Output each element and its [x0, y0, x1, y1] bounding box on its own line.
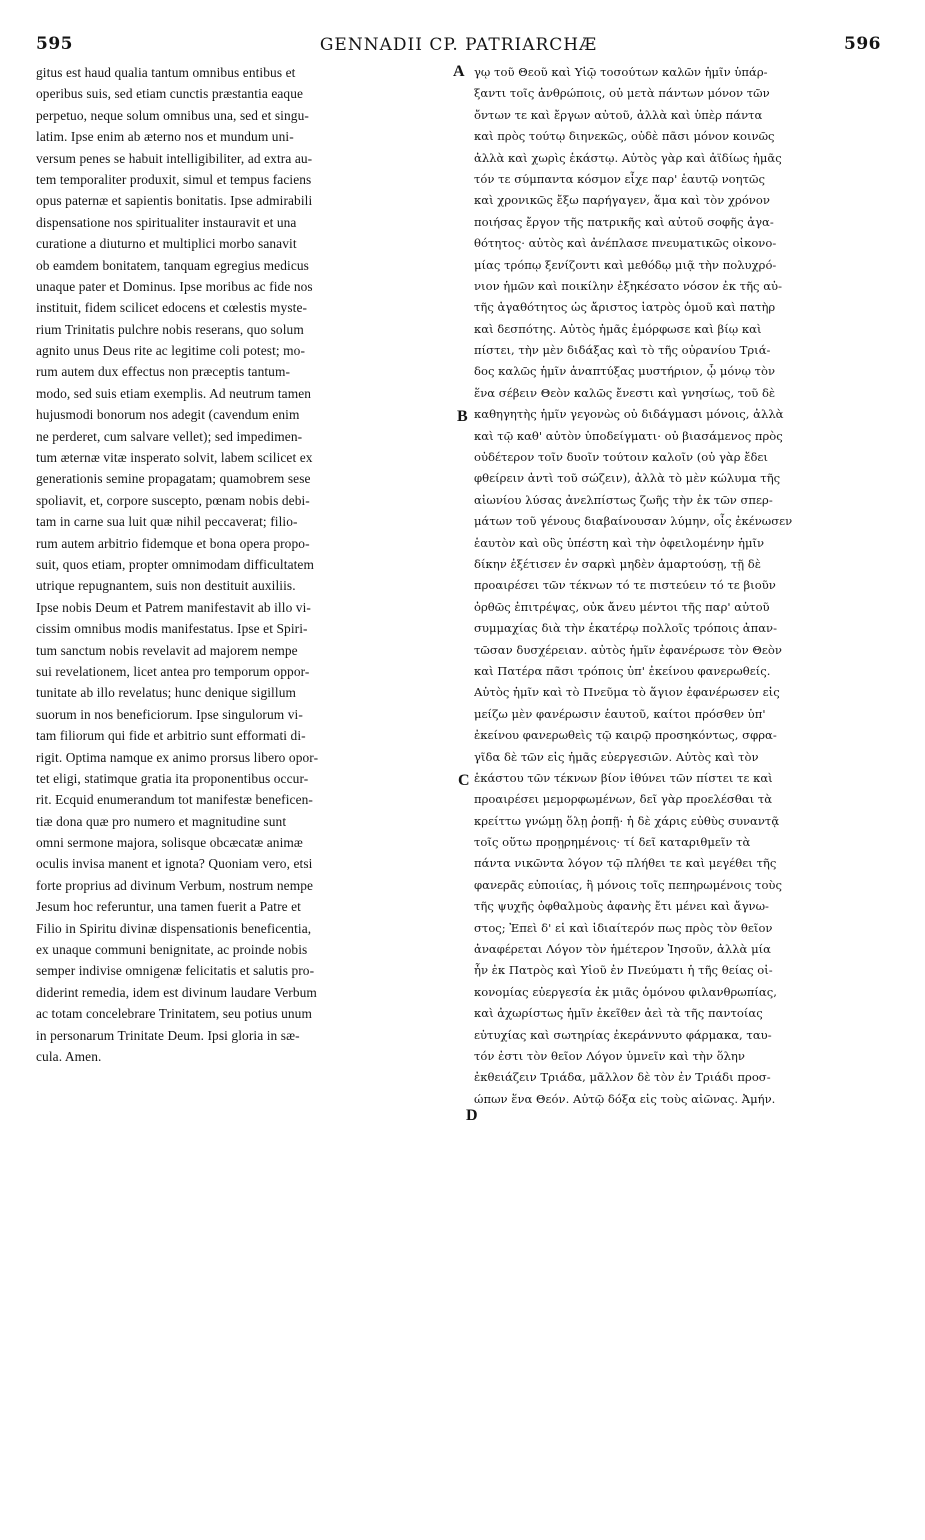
greek-text-line: καὶ ἀχωρίστως ἡμῖν ἐκεῖθεν ἀεὶ τὰ τῆς παντοίας: [474, 1006, 763, 1021]
greek-text-line: καὶ τῷ καθ' αὐτὸν ὑποδείγματι· οὐ βιασάμενος πρὸς: [474, 428, 783, 443]
greek-text-line: οὐδέτερον τοῖν δυοῖν τούτοιν καλοῖν (οὐ γὰρ ἔδει: [474, 450, 768, 465]
running-header: [36, 34, 881, 64]
latin-text-line: tam filiorum qui fide et arbitrio sunt efformati di-: [36, 728, 306, 744]
latin-text-line: spoliavit, et, corpore suscepto, pœnam nobis debi-: [36, 492, 310, 508]
latin-text-line: rum autem arbitrio fidemque et bona opera propo-: [36, 535, 310, 551]
latin-text-line: perpetuo, neque solum omnibus una, sed et singu-: [36, 107, 309, 123]
greek-text-line: ἀναφέρεται Λόγον τὸν ἡμέτερον Ἰησοῦν, ἀλλὰ μία: [474, 942, 771, 957]
latin-text-line: tum sanctum nobis revelavit ad majorem nempe: [36, 642, 298, 658]
greek-text-line: δίκην ἐξέτισεν ἐν σαρκὶ μηδὲν ἁμαρτούσῃ, τῇ δὲ: [474, 556, 762, 571]
latin-text-line: rigit. Optima namque ex animo prorsus libero opor-: [36, 749, 319, 765]
latin-text-line: tum æternæ vitæ insperato solvit, labem scilicet ex: [36, 450, 313, 466]
latin-text-line: hujusmodi bonorum nos adegit (cavendum enim: [36, 407, 300, 423]
latin-text-line: operibus suis, sed etiam cunctis præstantia eaque: [36, 86, 304, 102]
greek-text-line: Αὐτὸς ἡμῖν καὶ τὸ Πνεῦμα τὸ ἅγιον ἐφανέρωσεν εἰς: [474, 685, 780, 700]
greek-text-line: καθηγητὴς ἡμῖν γεγονὼς οὐ διδάγμασι μόνοις, ἀλλὰ: [474, 407, 784, 422]
greek-text-line: φανερᾶς εὐποιίας, ἣ μόνοις τοῖς πεπηρωμένοις τοὺς: [474, 877, 782, 892]
greek-column: [474, 62, 904, 1110]
latin-text-line: tiæ dona quæ pro numero et magnitudine sunt: [36, 813, 287, 829]
margin-marker-a: A: [453, 63, 465, 80]
greek-text-line: ποιήσας ἔργον τῆς πατρικῆς καὶ αὐτοῦ σοφῆς ἀγα-: [474, 214, 774, 229]
greek-text-line: καὶ δεσπότης. Αὐτὸς ἡμᾶς ἐμόρφωσε καὶ βίῳ καὶ: [474, 321, 762, 336]
latin-column: [36, 62, 456, 1067]
greek-text-line: ἐκθειάζειν Τριάδα, μᾶλλον δὲ τὸν ἐν Τριάδι προσ-: [474, 1070, 771, 1085]
greek-text-line: ἀλλὰ καὶ χωρὶς ἑκάστῳ. Αὐτὸς γὰρ καὶ ἀϊδίως ἡμᾶς: [474, 150, 782, 165]
greek-text-line: μάτων τοῦ γένους διαβαίνουσαν λύμην, οἷς ἐκένωσεν: [474, 514, 793, 529]
latin-text-line: unaque pater et Dominus. Ipse moribus ac fide nos: [36, 278, 313, 294]
greek-text-line: θότητος· αὐτὸς καὶ ἀνέπλασε πνευματικῶς οἰκονο-: [474, 236, 777, 251]
latin-text-line: cula. Amen.: [36, 1048, 102, 1064]
page-number-right: 596: [844, 34, 881, 54]
latin-text-line: rit. Ecquid enumerandum tot manifestæ beneficen-: [36, 792, 313, 808]
latin-text-line: tet eligi, statimque gratia ita proponentibus occur-: [36, 770, 309, 786]
latin-text-line: ob eamdem bonitatem, tanquam egregius medicus: [36, 257, 309, 273]
latin-text-line: curatione a diuturno et multiplici morbo sanavit: [36, 236, 297, 252]
latin-text-line: tam in carne sua luit quæ nihil peccaverat; filio-: [36, 514, 298, 530]
latin-text-line: gitus est haud qualia tantum omnibus entibus et: [36, 65, 296, 80]
greek-text-line: κρείττω γνώμῃ ὅλῃ ῥοπῇ· ἡ δὲ χάρις εὐθὺς συναντᾷ: [474, 813, 780, 828]
latin-text-line: generationis semine propagatam; quamobrem sese: [36, 471, 311, 487]
greek-text-line: προαιρέσει τῶν τέκνων τό τε πιστεύειν τό τε βιοῦν: [474, 578, 776, 593]
running-title: GENNADII CP. PATRIARCHÆ: [319, 35, 598, 55]
greek-text-line: κονομίας εὐεργεσία ἐκ μιᾶς ὁμόνου φιλανθρωπίας,: [474, 984, 777, 999]
latin-text-line: rium Trinitatis pulchre nobis reserans, quo solum: [36, 321, 304, 337]
greek-text-line: προαιρέσει μεμορφωμένων, δεῖ γὰρ προελέσθαι τὰ: [474, 792, 773, 807]
greek-text-line: καὶ χρονικῶς ἔξω παρήγαγεν, ἅμα καὶ τὸν χρόνον: [474, 193, 770, 208]
greek-text-line: τῆς ἀγαθότητος ὡς ἄριστος ἰατρὸς ὁμοῦ καὶ πατὴρ: [474, 300, 776, 315]
latin-text-line: Filio in Spiritu divinæ dispensationis beneficentia,: [36, 920, 312, 936]
latin-text-line: Jesum hoc referuntur, una tamen fuerit a Patre et: [36, 899, 302, 915]
greek-text-line: αἰωνίου λύσας ἀνελπίστως ζωῆς τὴν ἐκ τῶν σπερ-: [474, 492, 773, 507]
latin-text-line: tem temporaliter produxit, simul et tempus faciens: [36, 171, 312, 187]
latin-text-line: in personarum Trinitate Deum. Ipsi gloria in sæ-: [36, 1027, 300, 1043]
greek-text-line: νιον ἡμῶν καὶ ποικίλην ἐξηκέσατο νόσον ἐκ τῆς αὐ-: [474, 278, 783, 293]
latin-text-line: cissim omnibus modis manifestatus. Ipse et Spiri-: [36, 621, 308, 637]
latin-text-line: oculis invisa manent et ignota? Quoniam vero, etsi: [36, 856, 313, 872]
latin-text-line: semper indivise omnigenæ felicitatis et salutis pro-: [36, 963, 315, 979]
greek-text-line: γῳ τοῦ Θεοῦ καὶ Υἱῷ τοσούτων καλῶν ἡμῖν ὑπάρ-: [474, 65, 768, 79]
latin-text-line: diderint remedia, idem est divinum laudare Verbum: [36, 984, 317, 1000]
greek-text-line: τῆς ψυχῆς ὀφθαλμοὺς ἀφανὴς ἔτι μένει καὶ ἄγνω-: [474, 899, 769, 914]
latin-text-line: forte proprius ad divinum Verbum, nostrum nempe: [36, 877, 314, 893]
latin-text-line: modo, sed suis etiam exemplis. Ad neutrum tamen: [36, 385, 312, 401]
latin-text-line: omni sermone majora, solisque obcæcatæ animæ: [36, 835, 303, 851]
greek-text-line: ἐκείνου φανερωθεὶς τῷ καιρῷ προσηκόντως, σφρα-: [474, 728, 777, 743]
greek-text-line: φθείρειν ἀντὶ τοῦ σώζειν), ἀλλὰ τὸ μὲν κώλυμα τῆς: [474, 471, 781, 486]
latin-text-line: Ipse nobis Deum et Patrem manifestavit ab illo vi-: [36, 599, 311, 615]
greek-text-line: πίστει, τὴν μὲν διδάξας καὶ τὸ τῆς οὐρανίου Τριά-: [474, 343, 771, 358]
greek-text-line: καὶ πρὸς τούτῳ διηνεκῶς, οὐδὲ πᾶσι μόνον κοινῶς: [474, 129, 775, 144]
latin-text-line: opus paternæ et sapientis bonitatis. Ipse admirabili: [36, 193, 313, 209]
greek-text-line: ἦν ἐκ Πατρὸς καὶ Υἱοῦ ἐν Πνεύματι ἡ τῆς θείας οἰ-: [474, 963, 773, 978]
greek-text-line: εὐτυχίας καὶ σωτηρίας ἐκεράννυτο φάρμακα, ταυ-: [474, 1027, 772, 1042]
latin-text-line: versum penes se habuit intelligibiliter, ad extra au-: [36, 150, 313, 166]
latin-text-line: instituit, fidem scilicet edocens et cœlestis myste-: [36, 300, 308, 316]
margin-marker-b: B: [457, 408, 468, 425]
latin-text-line: sui revelationem, licet antea pro temporum oppor-: [36, 663, 310, 679]
latin-text-line: suit, quos etiam, propter omnimodam difficultatem: [36, 556, 314, 572]
margin-marker-d: D: [466, 1107, 478, 1124]
latin-text-line: latim. Ipse enim ab æterno nos et mundum uni-: [36, 129, 294, 145]
greek-text-line: ώπων ἕνα Θεόν. Αὐτῷ δόξα εἰς τοὺς αἰῶνας. Ἀμήν.: [474, 1091, 776, 1106]
greek-text-line: ξαντι τοῖς ἀνθρώποις, οὐ μετὰ πάντων μόνον τῶν: [474, 86, 770, 101]
greek-text-line: τοῖς οὕτω προῃρημένοις· τί δεῖ καταριθμεῖν τὰ: [474, 835, 751, 850]
greek-text-line: ὄντων τε καὶ ἔργων αὐτοῦ, ἀλλὰ καὶ ὑπὲρ πάντα: [474, 107, 763, 122]
greek-text-line: ἑκάστου τῶν τέκνων βίον ἰθύνει τῶν πίστει τε καὶ: [474, 770, 773, 785]
latin-text-line: rum autem dux effectus non præceptis tantum-: [36, 364, 291, 380]
greek-text-line: δος καλῶς ἡμῖν ἀναπτύξας μυστήριον, ᾧ μόνῳ τὸν: [474, 364, 776, 379]
greek-text-line: τόν τε σύμπαντα κόσμον εἶχε παρ' ἑαυτῷ νοητῶς: [474, 171, 765, 186]
greek-text-line: ὀρθῶς ἐπιτρέψας, οὐκ ἄνευ μέντοι τῆς παρ' αὐτοῦ: [474, 599, 770, 614]
greek-text-line: πάντα νικῶντα λόγον τῷ πλήθει τε καὶ μεγέθει τῆς: [474, 856, 777, 871]
greek-text-line: καὶ Πατέρα πᾶσι τρόποις ὑπ' ἐκείνου φανερωθείς.: [474, 663, 771, 678]
latin-text-line: suorum in nos beneficiorum. Ipse singulorum vi-: [36, 706, 303, 722]
latin-text-line: agnito unus Deus rite ac legitime coli potest; mo-: [36, 343, 306, 359]
greek-text-line: ἕνα σέβειν Θεὸν καλῶς ἔνεστι καὶ γνησίως, τοῦ δὲ: [474, 385, 776, 400]
margin-marker-c: C: [458, 772, 470, 789]
greek-text-line: στος; Ἐπεὶ δ' εἰ καὶ ἰδιαίτερόν πως πρὸς τὸν θεῖον: [474, 920, 773, 935]
greek-text-line: ἑαυτὸν καὶ οὓς ὑπέστη καὶ τὴν ὀφειλομένην ἡμῖν: [474, 535, 765, 550]
latin-text-line: ex unaque communi benignitate, ac proinde nobis: [36, 942, 308, 958]
latin-text-line: tunitate ab illo revelatus; hunc denique sigillum: [36, 685, 297, 701]
greek-text-line: τῶσαν δυσχέρειαν. αὐτὸς ἡμῖν ἐφανέρωσε τὸν Θεὸν: [474, 642, 782, 657]
latin-text-line: dispensatione nos spiritualiter instauravit et una: [36, 214, 297, 230]
page-number-left: 595: [36, 34, 73, 54]
greek-text-line: γῖδα δὲ τῶν εἰς ἡμᾶς εὐεργεσιῶν. Αὐτὸς καὶ τὸν: [474, 749, 759, 764]
latin-text-line: ac totam concelebrare Trinitatem, seu potius unum: [36, 1006, 312, 1022]
latin-text-line: ne perderet, cum salvare vellet); sed impedimen-: [36, 428, 303, 444]
greek-text-line: συμμαχίας διὰ τὴν ἑκατέρῳ πολλοῖς τρόποις ἀπαν-: [474, 621, 778, 636]
greek-text-line: τόν ἐστι τὸν θεῖον Λόγον ὑμνεῖν καὶ τὴν ὅλην: [474, 1048, 745, 1063]
latin-text-line: utrique repugnantem, suis non destituit auxiliis.: [36, 578, 296, 594]
greek-text-line: μείζω μὲν φανέρωσιν ἑαυτοῦ, καίτοι πρόσθεν ὑπ': [474, 706, 766, 721]
greek-text-line: μίας τρόπῳ ξενίζοντι καὶ μεθόδῳ μιᾷ τὴν πολυχρό-: [474, 257, 777, 272]
